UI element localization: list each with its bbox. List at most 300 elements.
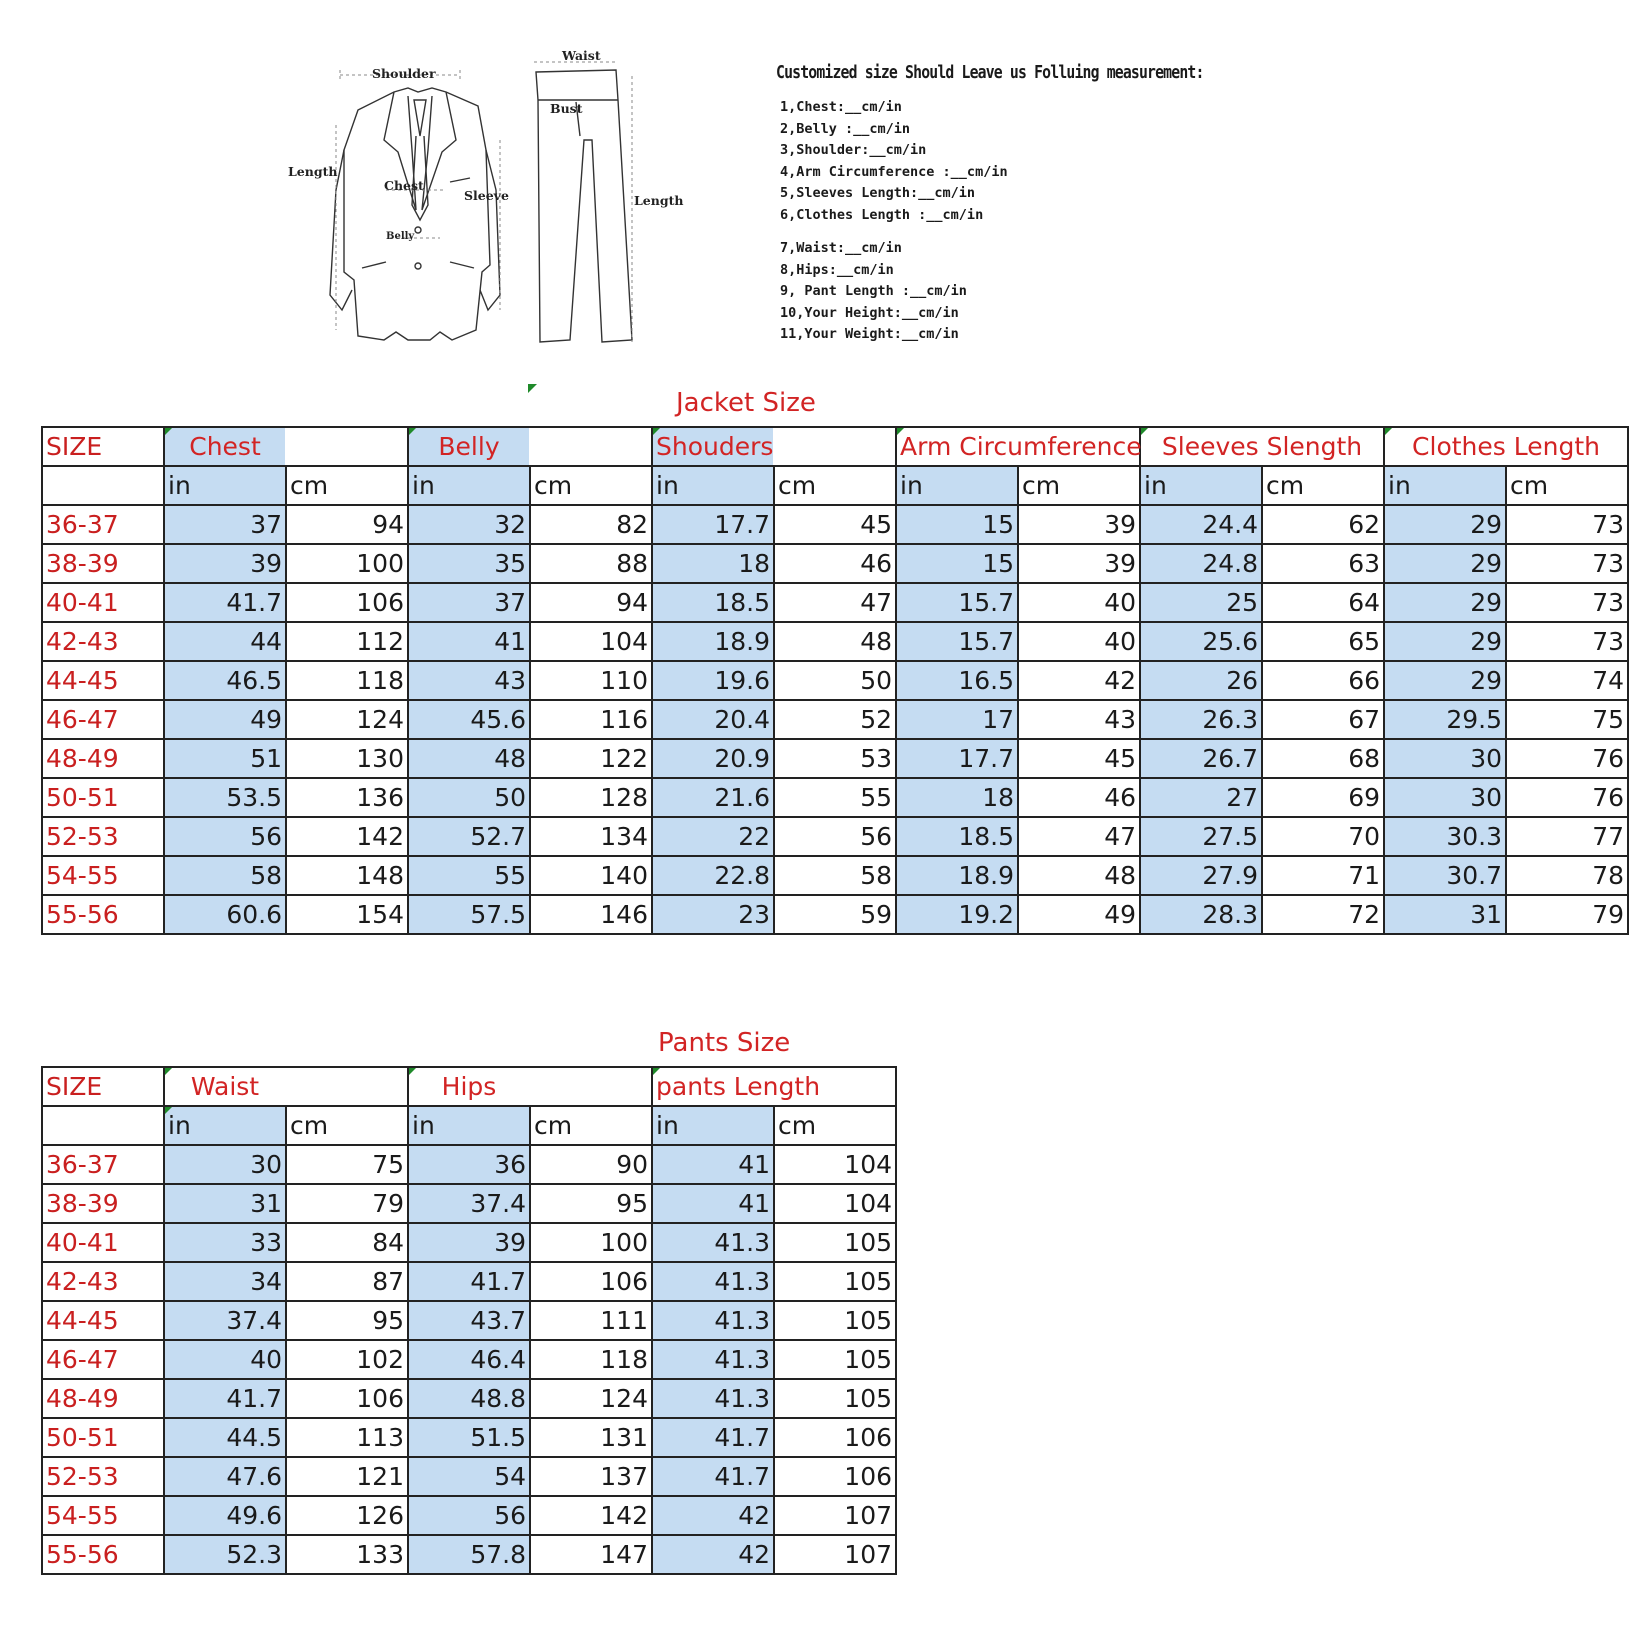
value-in: 41.7 — [164, 583, 286, 622]
pants-unit-row — [42, 1106, 896, 1145]
value-cm: 104 — [774, 1184, 896, 1223]
size-label: 36-37 — [42, 1145, 164, 1184]
value-cm: 106 — [286, 583, 408, 622]
value-cm: 65 — [1262, 622, 1384, 661]
value-in: 46.4 — [408, 1340, 530, 1379]
unit-cm: cm — [774, 1106, 896, 1145]
jacket-size-row — [42, 622, 1628, 661]
unit-cm: cm — [1506, 466, 1628, 505]
value-in: 48 — [408, 739, 530, 778]
value-cm: 79 — [286, 1184, 408, 1223]
instruction-item: 10,Your Height:__cm/in — [780, 304, 959, 321]
value-in: 20.4 — [652, 700, 774, 739]
value-in: 41.3 — [652, 1340, 774, 1379]
value-cm: 84 — [286, 1223, 408, 1262]
value-in: 29 — [1384, 544, 1506, 583]
pants-size-row — [42, 1184, 896, 1223]
instruction-item: 1,Chest:__cm/in — [780, 99, 902, 115]
value-in: 20.9 — [652, 739, 774, 778]
header-spacer — [774, 427, 896, 466]
unit-in: in — [1384, 466, 1506, 505]
value-cm: 73 — [1506, 583, 1628, 622]
value-cm: 137 — [530, 1457, 652, 1496]
value-in: 26 — [1140, 661, 1262, 700]
value-cm: 133 — [286, 1535, 408, 1574]
pants-size-row — [42, 1340, 896, 1379]
unit-cm: cm — [774, 466, 896, 505]
column-header-belly: Belly — [408, 427, 530, 466]
size-label: 40-41 — [42, 1223, 164, 1262]
value-cm: 142 — [286, 817, 408, 856]
unit-in: in — [408, 1106, 530, 1145]
value-cm: 49 — [1018, 895, 1140, 934]
value-in: 23 — [652, 895, 774, 934]
value-in: 30 — [164, 1145, 286, 1184]
pants-size-table — [41, 1066, 897, 1575]
value-cm: 105 — [774, 1379, 896, 1418]
value-cm: 71 — [1262, 856, 1384, 895]
value-cm: 68 — [1262, 739, 1384, 778]
value-cm: 64 — [1262, 583, 1384, 622]
value-cm: 122 — [530, 739, 652, 778]
size-label: 46-47 — [42, 1340, 164, 1379]
pants-size-row — [42, 1379, 896, 1418]
value-cm: 106 — [774, 1418, 896, 1457]
value-in: 29 — [1384, 661, 1506, 700]
value-in: 47.6 — [164, 1457, 286, 1496]
value-in: 58 — [164, 856, 286, 895]
value-in: 37.4 — [408, 1184, 530, 1223]
value-cm: 124 — [530, 1379, 652, 1418]
value-in: 18 — [896, 778, 1018, 817]
pants-waist-label: Waist — [562, 48, 601, 63]
value-in: 34 — [164, 1262, 286, 1301]
value-in: 24.4 — [1140, 505, 1262, 544]
cell-marker — [528, 384, 537, 393]
value-cm: 104 — [774, 1145, 896, 1184]
value-cm: 72 — [1262, 895, 1384, 934]
value-cm: 100 — [286, 544, 408, 583]
value-cm: 43 — [1018, 700, 1140, 739]
unit-cm: cm — [1018, 466, 1140, 505]
value-cm: 74 — [1506, 661, 1628, 700]
value-cm: 39 — [1018, 544, 1140, 583]
unit-in: in — [896, 466, 1018, 505]
value-cm: 118 — [530, 1340, 652, 1379]
value-in: 42 — [652, 1535, 774, 1574]
jacket-shoulder-label: Shoulder — [372, 66, 436, 81]
value-cm: 102 — [286, 1340, 408, 1379]
jacket-size-row — [42, 817, 1628, 856]
value-in: 17.7 — [652, 505, 774, 544]
value-in: 49 — [164, 700, 286, 739]
size-label: 44-45 — [42, 661, 164, 700]
value-cm: 140 — [530, 856, 652, 895]
value-cm: 106 — [774, 1457, 896, 1496]
value-in: 44.5 — [164, 1418, 286, 1457]
value-in: 35 — [408, 544, 530, 583]
value-in: 22.8 — [652, 856, 774, 895]
size-label: 52-53 — [42, 817, 164, 856]
value-in: 41.3 — [652, 1223, 774, 1262]
value-cm: 90 — [530, 1145, 652, 1184]
value-in: 57.8 — [408, 1535, 530, 1574]
unit-spacer — [42, 466, 164, 505]
value-in: 26.7 — [1140, 739, 1262, 778]
value-cm: 118 — [286, 661, 408, 700]
size-label: 42-43 — [42, 1262, 164, 1301]
size-label: 50-51 — [42, 778, 164, 817]
value-cm: 113 — [286, 1418, 408, 1457]
value-in: 27 — [1140, 778, 1262, 817]
value-cm: 105 — [774, 1262, 896, 1301]
size-label: 55-56 — [42, 1535, 164, 1574]
value-cm: 104 — [530, 622, 652, 661]
value-in: 17.7 — [896, 739, 1018, 778]
jacket-size-title: Jacket Size — [676, 388, 816, 418]
value-in: 16.5 — [896, 661, 1018, 700]
value-cm: 154 — [286, 895, 408, 934]
column-header-pants-length: pants Length — [652, 1067, 896, 1106]
value-cm: 62 — [1262, 505, 1384, 544]
value-in: 24.8 — [1140, 544, 1262, 583]
value-in: 18.9 — [896, 856, 1018, 895]
value-in: 55 — [408, 856, 530, 895]
value-cm: 147 — [530, 1535, 652, 1574]
value-in: 18 — [652, 544, 774, 583]
value-cm: 48 — [774, 622, 896, 661]
instruction-item: 7,Waist:__cm/in — [780, 240, 902, 256]
size-label: 55-56 — [42, 895, 164, 934]
value-cm: 69 — [1262, 778, 1384, 817]
pants-size-row — [42, 1457, 896, 1496]
value-in: 19.2 — [896, 895, 1018, 934]
unit-cm: cm — [286, 1106, 408, 1145]
value-cm: 88 — [530, 544, 652, 583]
size-label: 54-55 — [42, 856, 164, 895]
value-in: 39 — [408, 1223, 530, 1262]
value-in: 30 — [1384, 778, 1506, 817]
instructions-heading: Customized size Should Leave us Folluing measurement: — [776, 62, 1204, 83]
jacket-size-row — [42, 583, 1628, 622]
unit-in: in — [164, 1106, 286, 1145]
value-in: 29 — [1384, 622, 1506, 661]
value-in: 18.5 — [896, 817, 1018, 856]
value-in: 29 — [1384, 505, 1506, 544]
value-cm: 76 — [1506, 739, 1628, 778]
jacket-size-row — [42, 700, 1628, 739]
value-cm: 73 — [1506, 622, 1628, 661]
value-in: 56 — [164, 817, 286, 856]
unit-in: in — [164, 466, 286, 505]
value-cm: 106 — [530, 1262, 652, 1301]
value-cm: 53 — [774, 739, 896, 778]
value-in: 56 — [408, 1496, 530, 1535]
column-header-hips: Hips — [408, 1067, 530, 1106]
value-in: 30.3 — [1384, 817, 1506, 856]
value-in: 17 — [896, 700, 1018, 739]
value-cm: 131 — [530, 1418, 652, 1457]
column-header-shoulders: Shouders — [652, 427, 774, 466]
column-header-waist: Waist — [164, 1067, 286, 1106]
value-cm: 66 — [1262, 661, 1384, 700]
value-cm: 124 — [286, 700, 408, 739]
pants-size-title: Pants Size — [658, 1028, 791, 1058]
value-cm: 94 — [530, 583, 652, 622]
value-cm: 70 — [1262, 817, 1384, 856]
instruction-item: 8,Hips:__cm/in — [780, 261, 894, 278]
header-spacer — [530, 1067, 652, 1106]
value-in: 18.5 — [652, 583, 774, 622]
value-in: 60.6 — [164, 895, 286, 934]
value-cm: 142 — [530, 1496, 652, 1535]
value-in: 25.6 — [1140, 622, 1262, 661]
value-in: 43 — [408, 661, 530, 700]
value-cm: 87 — [286, 1262, 408, 1301]
value-cm: 130 — [286, 739, 408, 778]
value-cm: 106 — [286, 1379, 408, 1418]
measurement-instructions — [776, 62, 1296, 346]
size-label: 36-37 — [42, 505, 164, 544]
value-in: 41.7 — [408, 1262, 530, 1301]
jacket-sleeve-label: Sleeve — [464, 188, 509, 203]
value-in: 25 — [1140, 583, 1262, 622]
value-cm: 46 — [774, 544, 896, 583]
value-cm: 56 — [774, 817, 896, 856]
value-in: 37.4 — [164, 1301, 286, 1340]
size-label: 44-45 — [42, 1301, 164, 1340]
value-in: 44 — [164, 622, 286, 661]
instruction-item: 4,Arm Circumference :__cm/in — [780, 163, 1008, 180]
size-label: 54-55 — [42, 1496, 164, 1535]
value-in: 31 — [1384, 895, 1506, 934]
value-cm: 73 — [1506, 505, 1628, 544]
value-in: 51.5 — [408, 1418, 530, 1457]
size-label: 46-47 — [42, 700, 164, 739]
jacket-length-label: Length — [288, 164, 338, 179]
value-in: 41.7 — [164, 1379, 286, 1418]
value-cm: 45 — [774, 505, 896, 544]
value-cm: 42 — [1018, 661, 1140, 700]
value-cm: 146 — [530, 895, 652, 934]
value-cm: 75 — [1506, 700, 1628, 739]
value-in: 30 — [1384, 739, 1506, 778]
value-in: 41.7 — [652, 1457, 774, 1496]
pants-size-row — [42, 1535, 896, 1574]
value-in: 53.5 — [164, 778, 286, 817]
value-in: 21.6 — [652, 778, 774, 817]
pants-bust-label: Bust — [550, 101, 583, 116]
jacket-group-header-row — [42, 427, 1628, 466]
value-cm: 134 — [530, 817, 652, 856]
pants-size-row — [42, 1301, 896, 1340]
unit-in: in — [652, 1106, 774, 1145]
value-in: 52.3 — [164, 1535, 286, 1574]
value-in: 41 — [652, 1184, 774, 1223]
unit-cm: cm — [286, 466, 408, 505]
value-in: 39 — [164, 544, 286, 583]
instruction-item: 2,Belly :__cm/in — [780, 120, 911, 137]
size-label: 52-53 — [42, 1457, 164, 1496]
value-in: 27.5 — [1140, 817, 1262, 856]
value-in: 19.6 — [652, 661, 774, 700]
value-cm: 110 — [530, 661, 652, 700]
jacket-size-row — [42, 856, 1628, 895]
size-header: SIZE — [42, 427, 164, 466]
size-label: 42-43 — [42, 622, 164, 661]
jacket-size-row — [42, 778, 1628, 817]
value-cm: 58 — [774, 856, 896, 895]
pants-group-header-row — [42, 1067, 896, 1106]
value-cm: 47 — [774, 583, 896, 622]
column-header-sleeves-length: Sleeves Slength — [1140, 427, 1384, 466]
value-in: 41.7 — [652, 1418, 774, 1457]
value-cm: 47 — [1018, 817, 1140, 856]
value-in: 46.5 — [164, 661, 286, 700]
value-in: 15 — [896, 505, 1018, 544]
jacket-size-table — [41, 426, 1629, 935]
value-in: 33 — [164, 1223, 286, 1262]
value-cm: 77 — [1506, 817, 1628, 856]
value-in: 29.5 — [1384, 700, 1506, 739]
value-cm: 50 — [774, 661, 896, 700]
column-header-arm-circumference: Arm Circumference — [896, 427, 1140, 466]
jacket-size-row — [42, 739, 1628, 778]
value-in: 28.3 — [1140, 895, 1262, 934]
value-cm: 52 — [774, 700, 896, 739]
jacket-size-row — [42, 661, 1628, 700]
value-in: 37 — [164, 505, 286, 544]
value-in: 57.5 — [408, 895, 530, 934]
jacket-unit-row — [42, 466, 1628, 505]
value-cm: 76 — [1506, 778, 1628, 817]
value-in: 52.7 — [408, 817, 530, 856]
value-in: 26.3 — [1140, 700, 1262, 739]
value-cm: 105 — [774, 1223, 896, 1262]
instruction-item: 6,Clothes Length :__cm/in — [780, 206, 984, 223]
value-cm: 40 — [1018, 583, 1140, 622]
header-spacer — [286, 427, 408, 466]
unit-in: in — [652, 466, 774, 505]
value-in: 29 — [1384, 583, 1506, 622]
value-in: 54 — [408, 1457, 530, 1496]
column-header-chest: Chest — [164, 427, 286, 466]
value-in: 41.3 — [652, 1262, 774, 1301]
value-in: 50 — [408, 778, 530, 817]
value-cm: 105 — [774, 1301, 896, 1340]
size-label: 40-41 — [42, 583, 164, 622]
unit-in: in — [408, 466, 530, 505]
value-in: 37 — [408, 583, 530, 622]
value-in: 22 — [652, 817, 774, 856]
value-in: 41 — [652, 1145, 774, 1184]
measurement-illustration — [288, 40, 730, 370]
value-cm: 73 — [1506, 544, 1628, 583]
value-in: 18.9 — [652, 622, 774, 661]
value-in: 27.9 — [1140, 856, 1262, 895]
value-in: 15.7 — [896, 622, 1018, 661]
instruction-item: 9, Pant Length :__cm/in — [780, 283, 967, 299]
jacket-chest-label: Chest — [384, 178, 424, 193]
instruction-item: 5,Sleeves Length:__cm/in — [780, 185, 976, 201]
value-in: 48.8 — [408, 1379, 530, 1418]
value-in: 43.7 — [408, 1301, 530, 1340]
jacket-belly-label: Belly — [386, 231, 415, 242]
value-cm: 116 — [530, 700, 652, 739]
value-in: 41.3 — [652, 1379, 774, 1418]
value-cm: 67 — [1262, 700, 1384, 739]
value-cm: 55 — [774, 778, 896, 817]
value-cm: 107 — [774, 1496, 896, 1535]
value-cm: 136 — [286, 778, 408, 817]
pants-size-row — [42, 1418, 896, 1457]
value-in: 42 — [652, 1496, 774, 1535]
unit-cm: cm — [1262, 466, 1384, 505]
pants-size-row — [42, 1496, 896, 1535]
value-cm: 100 — [530, 1223, 652, 1262]
size-label: 38-39 — [42, 544, 164, 583]
value-cm: 45 — [1018, 739, 1140, 778]
value-cm: 82 — [530, 505, 652, 544]
value-cm: 59 — [774, 895, 896, 934]
jacket-size-row — [42, 895, 1628, 934]
value-cm: 121 — [286, 1457, 408, 1496]
value-in: 49.6 — [164, 1496, 286, 1535]
pants-size-row — [42, 1223, 896, 1262]
value-in: 15 — [896, 544, 1018, 583]
value-in: 31 — [164, 1184, 286, 1223]
header-spacer — [530, 427, 652, 466]
value-cm: 46 — [1018, 778, 1140, 817]
pants-length-label: Length — [634, 193, 684, 208]
instruction-item: 3,Shoulder:__cm/in — [780, 142, 927, 158]
size-label: 50-51 — [42, 1418, 164, 1457]
value-cm: 148 — [286, 856, 408, 895]
header-spacer — [286, 1067, 408, 1106]
value-in: 36 — [408, 1145, 530, 1184]
jacket-size-row — [42, 505, 1628, 544]
value-cm: 79 — [1506, 895, 1628, 934]
value-cm: 126 — [286, 1496, 408, 1535]
value-in: 41 — [408, 622, 530, 661]
instructions-list — [780, 97, 1296, 346]
value-cm: 95 — [286, 1301, 408, 1340]
instruction-item: 11,Your Weight:__cm/in — [780, 326, 959, 342]
value-cm: 107 — [774, 1535, 896, 1574]
unit-cm: cm — [530, 466, 652, 505]
size-label: 38-39 — [42, 1184, 164, 1223]
pants-size-row — [42, 1145, 896, 1184]
value-in: 40 — [164, 1340, 286, 1379]
value-cm: 48 — [1018, 856, 1140, 895]
size-label: 48-49 — [42, 1379, 164, 1418]
value-cm: 63 — [1262, 544, 1384, 583]
unit-spacer — [42, 1106, 164, 1145]
pants-size-row — [42, 1262, 896, 1301]
size-label: 48-49 — [42, 739, 164, 778]
value-cm: 111 — [530, 1301, 652, 1340]
value-in: 30.7 — [1384, 856, 1506, 895]
suit-diagram — [288, 40, 730, 370]
value-cm: 128 — [530, 778, 652, 817]
unit-in: in — [1140, 466, 1262, 505]
unit-cm: cm — [530, 1106, 652, 1145]
value-in: 15.7 — [896, 583, 1018, 622]
column-header-clothes-length: Clothes Length — [1384, 427, 1628, 466]
size-header: SIZE — [42, 1067, 164, 1106]
value-cm: 94 — [286, 505, 408, 544]
value-in: 32 — [408, 505, 530, 544]
